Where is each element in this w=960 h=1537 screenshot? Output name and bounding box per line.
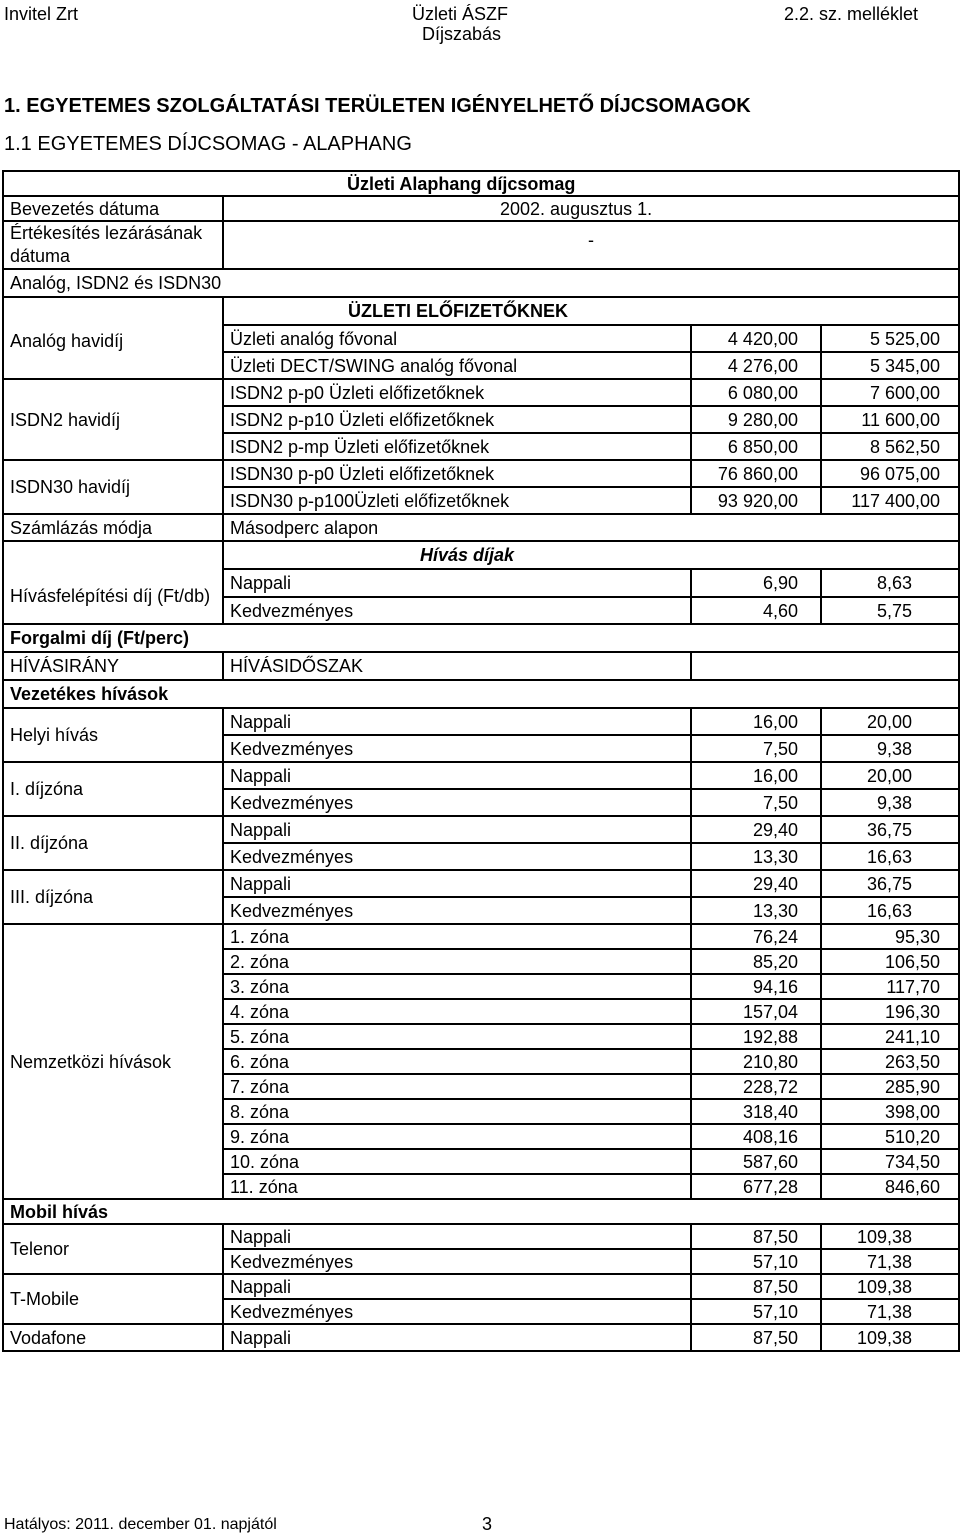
intl-zone: 3. zóna <box>223 974 691 999</box>
lines-label: Analóg, ISDN2 és ISDN30 <box>3 269 959 297</box>
gross: 9,38 <box>821 789 959 816</box>
intl-zone: 6. zóna <box>223 1049 691 1074</box>
monthly-gross: 5 345,00 <box>821 352 959 379</box>
header-appendix: 2.2. sz. melléklet <box>784 4 919 24</box>
direction-label: HÍVÁSIRÁNY <box>3 652 223 680</box>
net: 318,40 <box>691 1099 821 1124</box>
net: 57,10 <box>691 1249 821 1274</box>
period: Kedvezményes <box>223 897 691 924</box>
subscribers-heading: ÜZLETI ELŐFIZETŐKNEK <box>223 297 959 325</box>
net: 6,90 <box>691 569 821 597</box>
net: 87,50 <box>691 1324 821 1351</box>
gross: 71,38 <box>821 1299 959 1324</box>
gross: 734,50 <box>821 1149 959 1174</box>
gross: 117,70 <box>821 974 959 999</box>
fixed-zone: I. díjzóna <box>3 762 223 816</box>
net: 94,16 <box>691 974 821 999</box>
net: 57,10 <box>691 1299 821 1324</box>
fixed-zone: II. díjzóna <box>3 816 223 870</box>
net: 29,40 <box>691 870 821 897</box>
traffic-label: Forgalmi díj (Ft/perc) <box>3 624 959 652</box>
billing-label: Számlázás módja <box>3 514 223 541</box>
monthly-name: ISDN2 p-p10 Üzleti előfizetőknek <box>223 406 691 433</box>
net: 87,50 <box>691 1274 821 1299</box>
monthly-net: 76 860,00 <box>691 460 821 487</box>
subsection-title: 1.1 EGYETEMES DÍJCSOMAG - ALAPHANG <box>4 133 412 155</box>
gross: 109,38 <box>821 1324 959 1351</box>
net: 7,50 <box>691 735 821 762</box>
gross: 16,63 <box>821 897 959 924</box>
gross: 510,20 <box>821 1124 959 1149</box>
gross: 9,38 <box>821 735 959 762</box>
gross: 20,00 <box>821 708 959 735</box>
gross: 285,90 <box>821 1074 959 1099</box>
tariff-table <box>2 170 960 1352</box>
monthly-gross: 117 400,00 <box>821 487 959 514</box>
net: 4,60 <box>691 597 821 624</box>
net: 587,60 <box>691 1149 821 1174</box>
net: 29,40 <box>691 816 821 843</box>
gross: 8,63 <box>821 569 959 597</box>
gross: 846,60 <box>821 1174 959 1199</box>
close-label: Értékesítés lezárásának dátuma <box>3 221 223 269</box>
isdn30-label: ISDN30 havidíj <box>3 460 223 514</box>
period: Kedvezményes <box>223 597 691 624</box>
gross: 398,00 <box>821 1099 959 1124</box>
gross: 263,50 <box>821 1049 959 1074</box>
gross: 20,00 <box>821 762 959 789</box>
intl-zone: 11. zóna <box>223 1174 691 1199</box>
net: 677,28 <box>691 1174 821 1199</box>
period: Nappali <box>223 1324 691 1351</box>
call-fees-heading: Hívás díjak <box>223 541 959 569</box>
monthly-gross: 11 600,00 <box>821 406 959 433</box>
gross: 16,63 <box>821 843 959 870</box>
net: 210,80 <box>691 1049 821 1074</box>
intl-zone: 5. zóna <box>223 1024 691 1049</box>
gross: 196,30 <box>821 999 959 1024</box>
analog-label: Analóg havidíj <box>3 325 223 379</box>
period: Kedvezményes <box>223 1299 691 1324</box>
monthly-name: Üzleti analóg fővonal <box>223 325 691 352</box>
net: 16,00 <box>691 708 821 735</box>
net: 13,30 <box>691 897 821 924</box>
monthly-net: 6 850,00 <box>691 433 821 460</box>
header-doc: Üzleti ÁSZF <box>412 4 509 24</box>
monthly-net: 6 080,00 <box>691 379 821 406</box>
period: Nappali <box>223 816 691 843</box>
gross: 106,50 <box>821 949 959 974</box>
intl-zone: 10. zóna <box>223 1149 691 1174</box>
footer-effective: Hatályos: 2011. december 01. napjától <box>4 1516 277 1533</box>
period: Nappali <box>223 1224 691 1249</box>
telenor-label: Telenor <box>3 1224 223 1274</box>
gross: 5,75 <box>821 597 959 624</box>
monthly-name: ISDN2 p-mp Üzleti előfizetőknek <box>223 433 691 460</box>
net: 7,50 <box>691 789 821 816</box>
net: 157,04 <box>691 999 821 1024</box>
net: 192,88 <box>691 1024 821 1049</box>
intl-zone: 8. zóna <box>223 1099 691 1124</box>
monthly-gross: 5 525,00 <box>821 325 959 352</box>
period: Kedvezményes <box>223 735 691 762</box>
intro-label: Bevezetés dátuma <box>3 196 223 221</box>
period: Kedvezményes <box>223 789 691 816</box>
fixed-zone: III. díjzóna <box>3 870 223 924</box>
fixed-zone: Helyi hívás <box>3 708 223 762</box>
header-company: Invitel Zrt <box>4 4 79 24</box>
gross: 36,75 <box>821 816 959 843</box>
gross: 71,38 <box>821 1249 959 1274</box>
monthly-name: ISDN30 p-p100Üzleti előfizetőknek <box>223 487 691 514</box>
setup-label: Hívásfelépítési díj (Ft/db) <box>3 569 223 624</box>
net: 13,30 <box>691 843 821 870</box>
net: 87,50 <box>691 1224 821 1249</box>
section-title: 1. EGYETEMES SZOLGÁLTATÁSI TERÜLETEN IGÉNYELHETŐ DÍJCSOMAGOK <box>4 95 751 117</box>
monthly-net: 93 920,00 <box>691 487 821 514</box>
fixed-label: Vezetékes hívások <box>3 680 959 708</box>
header-doc-sub: Díjszabás <box>422 24 502 44</box>
intl-zone: 7. zóna <box>223 1074 691 1099</box>
tmobile-label: T-Mobile <box>3 1274 223 1324</box>
net: 76,24 <box>691 924 821 949</box>
period: Nappali <box>223 1274 691 1299</box>
intl-zone: 2. zóna <box>223 949 691 974</box>
period: Kedvezményes <box>223 843 691 870</box>
monthly-net: 4 420,00 <box>691 325 821 352</box>
gross: 109,38 <box>821 1274 959 1299</box>
intl-label: Nemzetközi hívások <box>3 924 223 1199</box>
period: Nappali <box>223 708 691 735</box>
period: Kedvezményes <box>223 1249 691 1274</box>
net: 85,20 <box>691 949 821 974</box>
intl-zone: 4. zóna <box>223 999 691 1024</box>
monthly-gross: 8 562,50 <box>821 433 959 460</box>
monthly-name: ISDN2 p-p0 Üzleti előfizetőknek <box>223 379 691 406</box>
intl-zone: 1. zóna <box>223 924 691 949</box>
isdn2-label: ISDN2 havidíj <box>3 379 223 460</box>
period: Nappali <box>223 870 691 897</box>
period: Nappali <box>223 569 691 597</box>
monthly-gross: 7 600,00 <box>821 379 959 406</box>
page-number: 3 <box>482 1514 493 1534</box>
monthly-gross: 96 075,00 <box>821 460 959 487</box>
monthly-net: 9 280,00 <box>691 406 821 433</box>
gross: 241,10 <box>821 1024 959 1049</box>
billing-value: Másodperc alapon <box>223 514 959 541</box>
monthly-name: ISDN30 p-p0 Üzleti előfizetőknek <box>223 460 691 487</box>
period: Nappali <box>223 762 691 789</box>
net: 408,16 <box>691 1124 821 1149</box>
vodafone-label: Vodafone <box>3 1324 223 1351</box>
package-name: Üzleti Alaphang díjcsomag <box>223 171 959 196</box>
gross: 95,30 <box>821 924 959 949</box>
intl-zone: 9. zóna <box>223 1124 691 1149</box>
gross: 109,38 <box>821 1224 959 1249</box>
net: 228,72 <box>691 1074 821 1099</box>
monthly-net: 4 276,00 <box>691 352 821 379</box>
period-label: HÍVÁSIDŐSZAK <box>223 652 691 680</box>
mobile-label: Mobil hívás <box>3 1199 959 1224</box>
close-value: - <box>223 221 959 269</box>
net: 16,00 <box>691 762 821 789</box>
intro-value: 2002. augusztus 1. <box>223 196 959 221</box>
gross: 36,75 <box>821 870 959 897</box>
monthly-name: Üzleti DECT/SWING analóg fővonal <box>223 352 691 379</box>
